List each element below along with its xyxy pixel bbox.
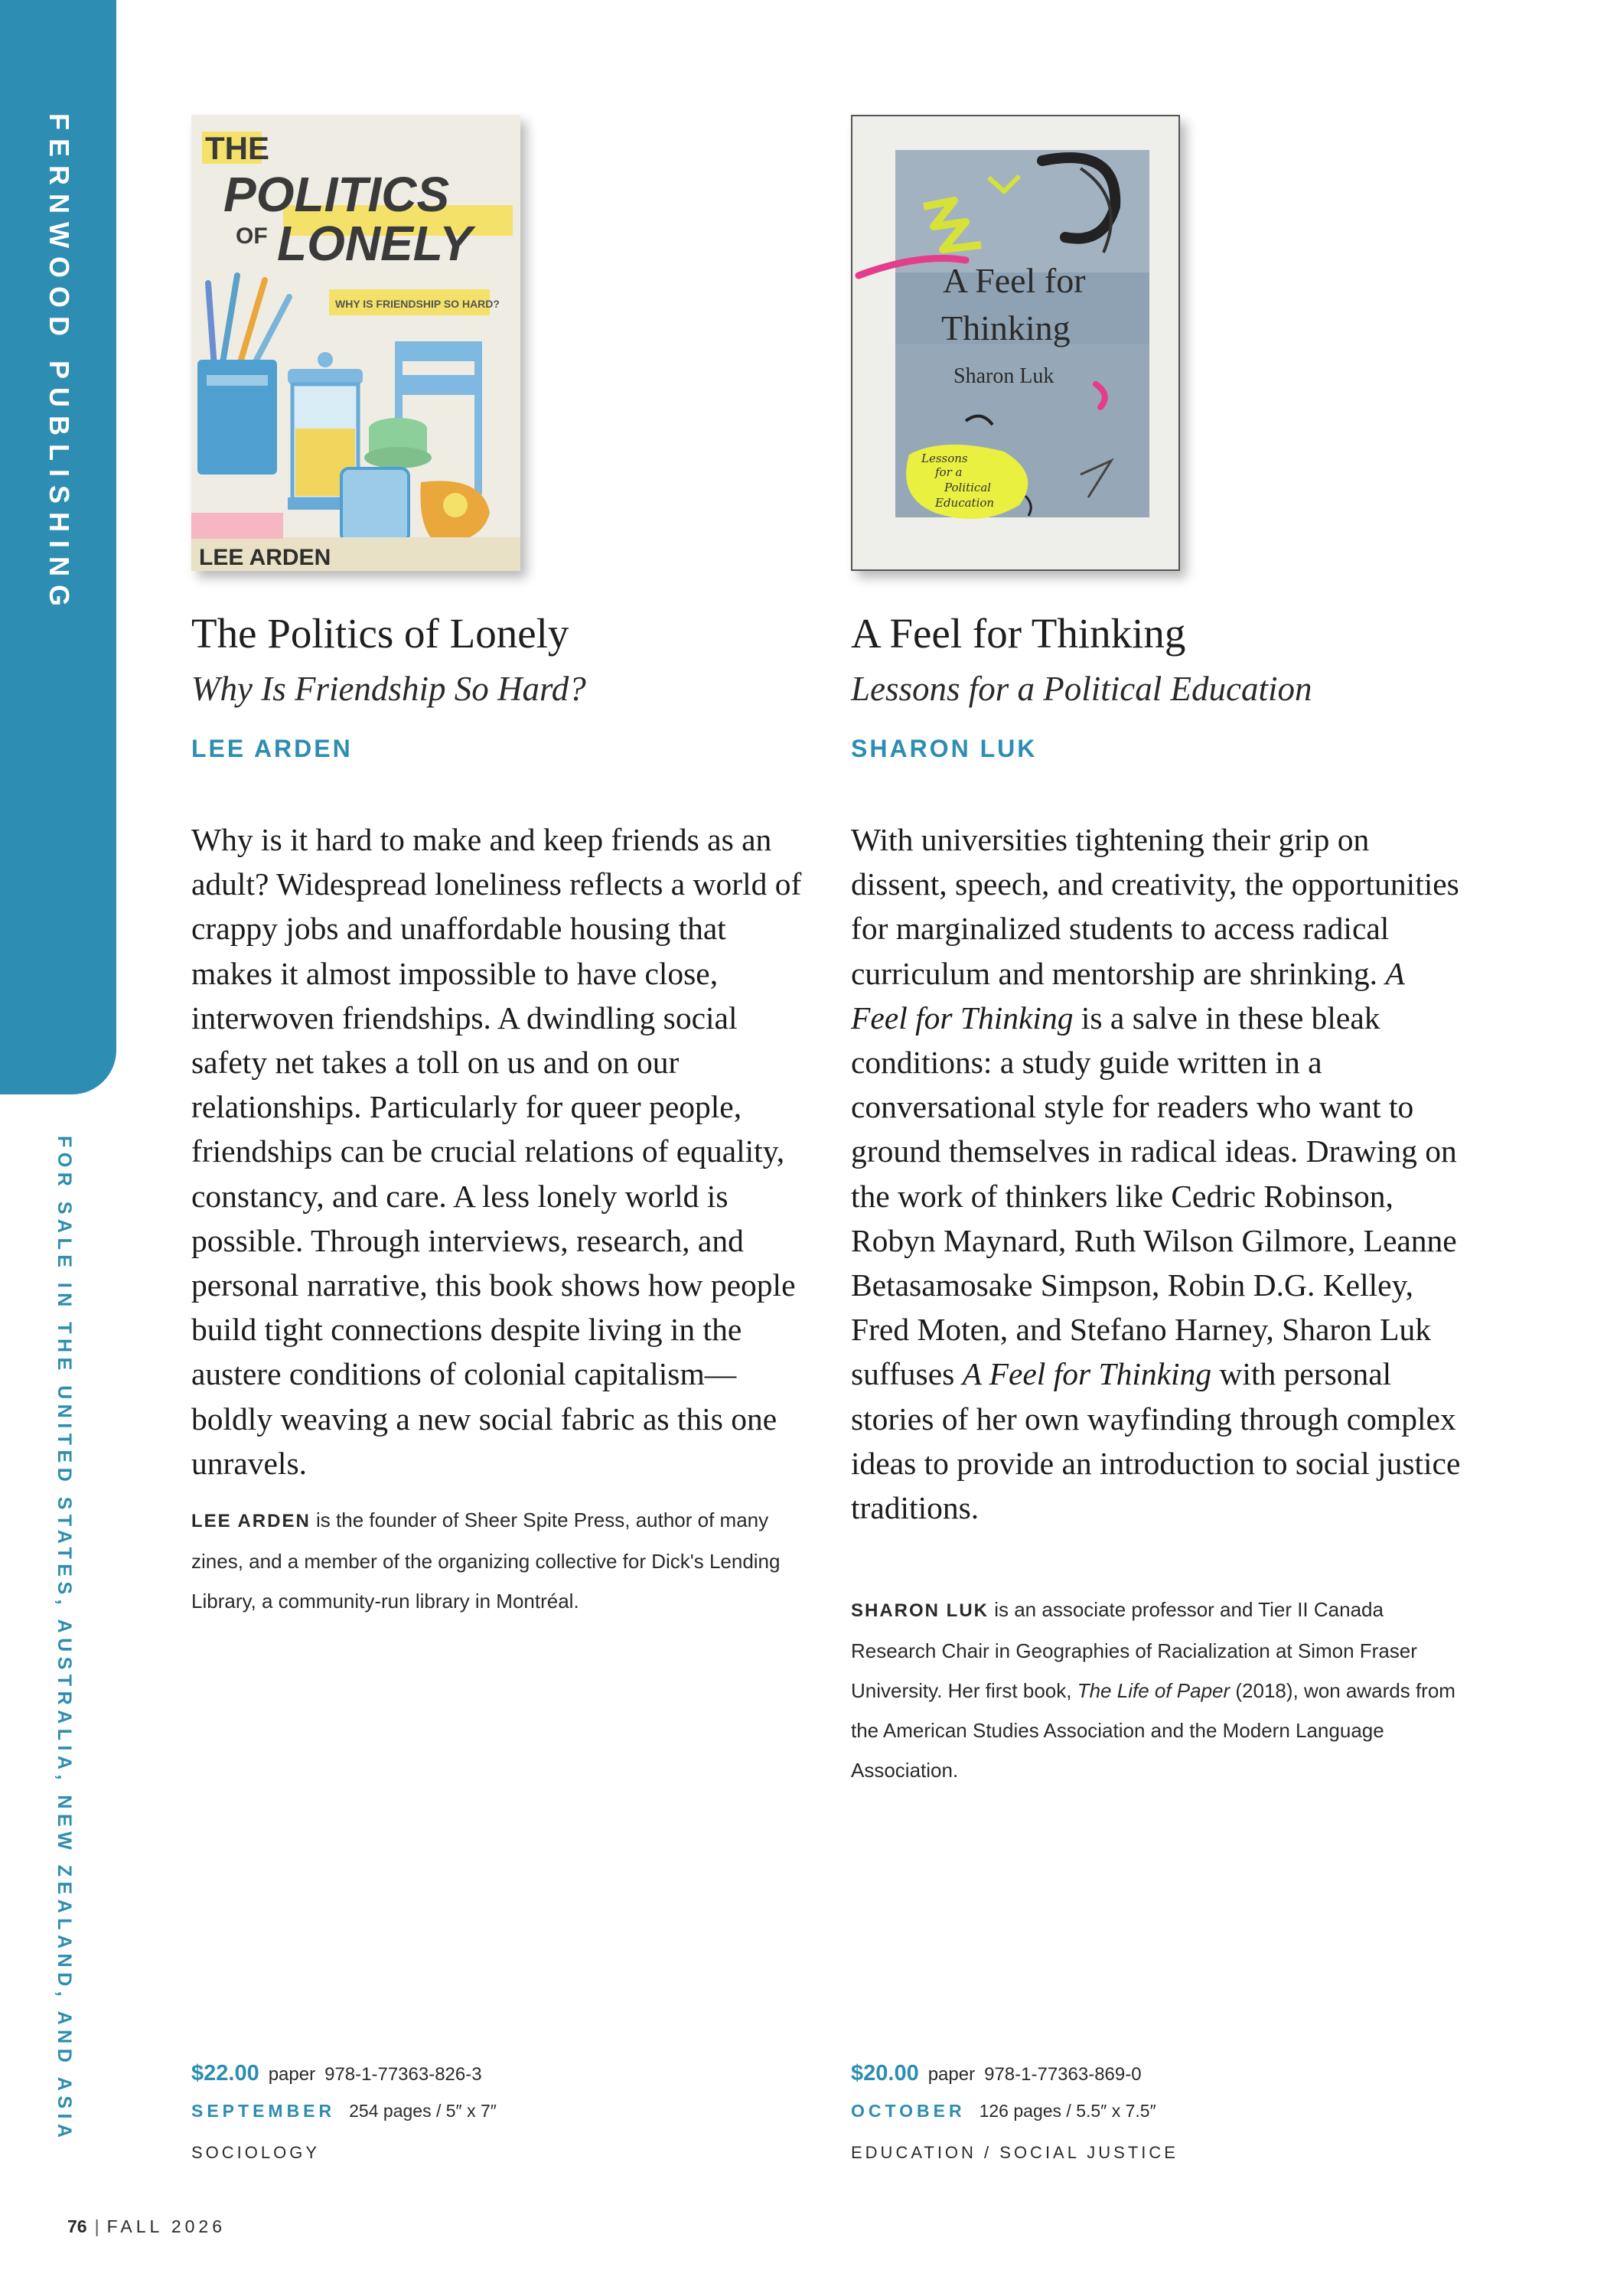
book-price: $20.00 (851, 2061, 919, 2086)
price-line (851, 2061, 1142, 2086)
book-entry-feel-for-thinking (851, 0, 1478, 2204)
cover-text-of: OF (236, 223, 268, 249)
cover-tagline: WHY IS FRIENDSHIP SO HARD? (335, 298, 500, 310)
price-line (191, 2061, 482, 2086)
book-title: A Feel for Thinking (851, 610, 1186, 657)
book-specs: 126 pages / 5.5″ x 7.5″ (979, 2101, 1156, 2121)
book-description: Why is it hard to make and keep friends as an adult? Widespread loneliness reflects a world of crappy jobs and unaffordable housing that makes it almost impossible to have close, interwoven friendships. A dwindling social safety net takes a toll on us and on our relationships. Particularly for queer people, friendships can be crucial relations of equality, constancy, and care. A less lonely world is possible. Through interviews, research, and personal narrative, this book shows how people build tight connections despite living in the austere conditions of colonial capitalism—boldly weaving a new social fabric as this one unravels. (191, 822, 802, 1481)
book-author: SHARON LUK (851, 735, 1038, 762)
footer-separator: | (94, 2216, 99, 2236)
cover-text-lonely: LONELY (277, 216, 472, 271)
cover-text-the: THE (205, 130, 269, 166)
book-entry-politics-of-lonely (191, 0, 819, 2204)
book-category: SOCIOLOGY (191, 2143, 321, 2162)
cover-script-3: Political (944, 481, 992, 494)
date-line (191, 2101, 497, 2122)
book-subtitle: Lessons for a Political Education (851, 670, 1312, 708)
description-part-3: with personal stories of her own wayfinding through complex ideas to provide an introduction to social justice traditions. (851, 1356, 1461, 1526)
release-month: SEPTEMBER (191, 2101, 336, 2121)
book-subtitle: Why Is Friendship So Hard? (191, 670, 586, 708)
catalog-season: FALL 2026 (106, 2216, 226, 2236)
description-book-title-2: A Feel for Thinking (962, 1356, 1212, 1392)
page-number: 76 (67, 2216, 87, 2236)
publisher-name: FERNWOOD PUBLISHING (44, 113, 75, 615)
date-line (851, 2101, 1156, 2122)
bio-text-2: (2018), won awards from the American Studies Association and the Modern Language Association. (851, 1679, 1455, 1782)
book-cover-politics-of-lonely (191, 115, 520, 571)
cover-author: LEE ARDEN (199, 545, 331, 570)
book-format: paper (927, 2064, 976, 2085)
book-isbn: 978-1-77363-826-3 (324, 2064, 482, 2085)
book-description (851, 817, 1463, 1530)
book-isbn: 978-1-77363-869-0 (984, 2064, 1142, 2085)
cover-title-line2: Thinking (941, 308, 1071, 347)
cover-script-4: Education (935, 496, 995, 510)
author-bio (851, 1590, 1455, 1790)
bio-text-1: is an associate professor and Tier II Canada Research Chair in Geographies of Racialization at Simon Fraser University. Her first book, (851, 1598, 1417, 1702)
cover-title-line1: A Feel for (943, 261, 1086, 300)
cover-script-2: for a (935, 465, 963, 479)
description-part-1: With universities tightening their grip on dissent, speech, and creativity, the opportunities for marginalized students to access radical curriculum and mentorship are shrinking. (851, 822, 1459, 991)
bio-text: is the founder of Sheer Spite Press, author of many zines, and a member of the organizing collective for Dick's Lending Library, a community-run library in Montréal. (191, 1508, 781, 1613)
release-month: OCTOBER (851, 2101, 966, 2121)
cover-author: Sharon Luk (953, 364, 1054, 388)
bio-author-name: SHARON LUK (851, 1600, 989, 1621)
description-book-title-1: A Feel for Thinking (851, 955, 1405, 1035)
cover-script-1: Lessons (921, 452, 968, 465)
description-part-2: is a salve in these bleak conditions: a study guide written in a conversational style for readers who want to ground themselves in radical ideas. Drawing on the work of thinkers like Cedric Robinson, Robyn Maynard, Ruth Wilson Gilmore, Leanne Betasamosake Simpson, Robin D.G. Kelley, Fred Moten, and Stefano Harney, Sharon Luk suffuses (851, 1000, 1457, 1392)
book-specs: 254 pages / 5″ x 7″ (349, 2101, 497, 2121)
book-format: paper (268, 2064, 316, 2085)
book-cover-feel-for-thinking (851, 115, 1180, 571)
book-title: The Politics of Lonely (191, 610, 569, 657)
sales-territory: FOR SALE IN THE UNITED STATES, AUSTRALIA, NEW ZEALAND, AND ASIA (54, 1136, 75, 2143)
cover-text-politics: POLITICS (223, 167, 450, 222)
page-footer (67, 2216, 226, 2237)
author-bio (191, 1500, 796, 1621)
bio-previous-book: The Life of Paper (1077, 1679, 1231, 1702)
bio-author-name: LEE ARDEN (191, 1511, 311, 1531)
book-author: LEE ARDEN (191, 735, 353, 762)
book-price: $22.00 (191, 2061, 259, 2086)
book-category: EDUCATION / SOCIAL JUSTICE (851, 2143, 1178, 2162)
